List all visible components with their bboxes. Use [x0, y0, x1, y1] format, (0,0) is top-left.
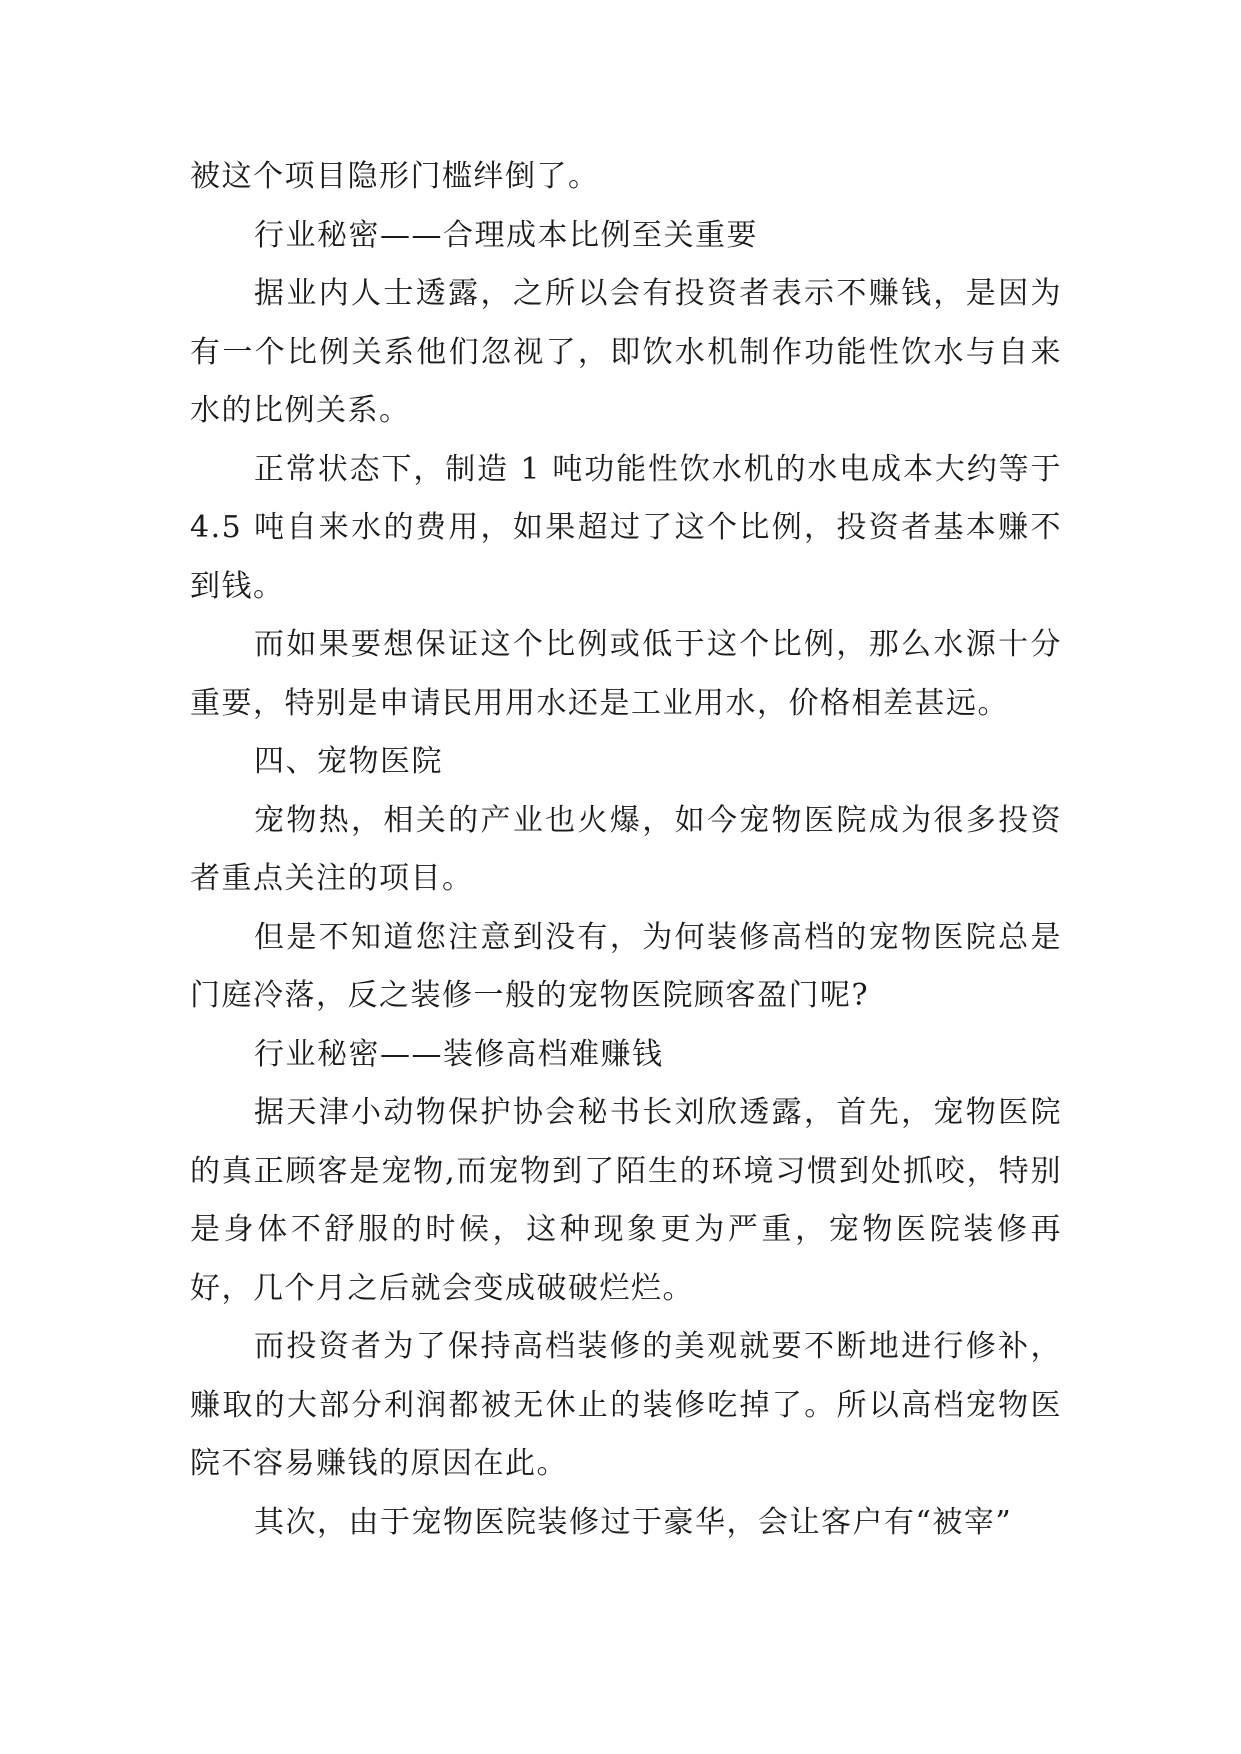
paragraph: 宠物热，相关的产业也火爆，如今宠物医院成为很多投资者重点关注的项目。	[190, 802, 1062, 896]
section-heading-decoration: 行业秘密——装修高档难赚钱	[254, 1036, 664, 1072]
section-heading-pet-hospital: 四、宠物医院	[254, 744, 443, 779]
paragraph: 正常状态下，制造 1 吨功能性饮水机的水电成本大约等于 4.5 吨自来水的费用，如果超过了这个比例，投资者基本赚不到钱。	[190, 451, 1062, 604]
paragraph: 其次，由于宠物医院装修过于豪华，会让客户有“被宰”	[254, 1504, 1013, 1540]
paragraph: 据天津小动物保护协会秘书长刘欣透露，首先，宠物医院的真正顾客是宠物,而宠物到了陌生的环境习惯到处抓咬，特别是身体不舒服的时候，这种现象更为严重，宠物医院装修再好，几个月之后就会变成破破烂烂。	[190, 1095, 1062, 1306]
paragraph: 而如果要想保证这个比例或低于这个比例，那么水源十分重要，特别是申请民用用水还是工业用水，价格相差甚远。	[190, 627, 1062, 721]
document-body	[190, 148, 1062, 1552]
paragraph-continuation: 被这个项目隐形门槛绊倒了。	[190, 159, 600, 194]
paragraph: 而投资者为了保持高档装修的美观就要不断地进行修补，赚取的大部分利润都被无休止的装修吃掉了。所以高档宠物医院不容易赚钱的原因在此。	[190, 1329, 1062, 1481]
section-heading-cost-ratio: 行业秘密——合理成本比例至关重要	[254, 217, 758, 253]
paragraph: 但是不知道您注意到没有，为何装修高档的宠物医院总是门庭冷落，反之装修一般的宠物医院顾客盈门呢?	[190, 919, 1062, 1013]
paragraph: 据业内人士透露，之所以会有投资者表示不赚钱，是因为有一个比例关系他们忽视了，即饮水机制作功能性饮水与自来水的比例关系。	[190, 276, 1062, 428]
